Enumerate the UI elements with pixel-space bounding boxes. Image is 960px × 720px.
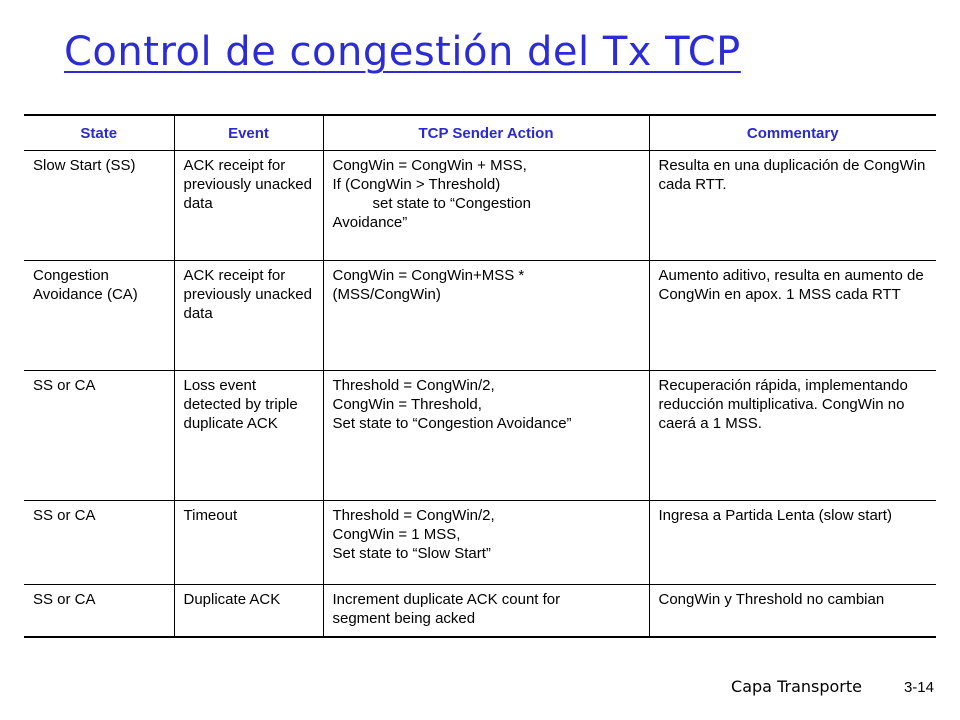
- header-state: State: [24, 115, 174, 151]
- table-header-row: [24, 115, 936, 151]
- page-number: 3-14: [903, 679, 934, 696]
- header-event: Event: [174, 115, 323, 151]
- cell-action: [323, 151, 649, 261]
- action-line: CongWin = CongWin + MSS,: [332, 157, 527, 174]
- cell-commentary: Ingresa a Partida Lenta (slow start): [649, 501, 936, 585]
- cell-commentary: Resulta en una duplicación de CongWin cada RTT.: [649, 151, 936, 261]
- cell-commentary: Aumento aditivo, resulta en aumento de CongWin en apox. 1 MSS cada RTT: [649, 261, 936, 371]
- action-line: Set state to “Congestion Avoidance”: [332, 415, 572, 432]
- cell-event: Timeout: [174, 501, 323, 585]
- table-row: [24, 261, 936, 371]
- header-commentary: Commentary: [649, 115, 936, 151]
- cell-event: ACK receipt for previously unacked data: [174, 261, 323, 371]
- cell-commentary: Recuperación rápida, implementando reducción multiplicativa. CongWin no caerá a 1 MSS.: [649, 371, 936, 501]
- cell-event: ACK receipt for previously unacked data: [174, 151, 323, 261]
- cell-event: Duplicate ACK: [174, 585, 323, 638]
- cell-action: [323, 371, 649, 501]
- cell-commentary: CongWin y Threshold no cambian: [649, 585, 936, 638]
- cell-action: [323, 585, 649, 638]
- cell-state: SS or CA: [24, 585, 174, 638]
- action-line: Increment duplicate ACK count for: [332, 591, 561, 608]
- action-line: Avoidance”: [332, 214, 408, 231]
- action-line: Threshold = CongWin/2,: [332, 377, 495, 394]
- slide-title: Control de congestión del Tx TCP: [64, 29, 741, 75]
- action-line: (MSS/CongWin): [332, 286, 441, 303]
- cell-state: SS or CA: [24, 501, 174, 585]
- action-line: CongWin = Threshold,: [332, 396, 482, 413]
- action-line: set state to “Congestion: [372, 195, 531, 212]
- footer-section-label: Capa Transporte: [731, 677, 862, 696]
- action-line: Threshold = CongWin/2,: [332, 507, 495, 524]
- cell-action: [323, 501, 649, 585]
- cell-state: Slow Start (SS): [24, 151, 174, 261]
- table-row: [24, 585, 936, 638]
- action-line: segment being acked: [332, 610, 476, 627]
- tcp-congestion-table: [24, 114, 936, 638]
- cell-event: Loss event detected by triple duplicate ACK: [174, 371, 323, 501]
- cell-state: Congestion Avoidance (CA): [24, 261, 174, 371]
- cell-state: SS or CA: [24, 371, 174, 501]
- header-tcp-sender-action: TCP Sender Action: [323, 115, 649, 151]
- action-line: Set state to “Slow Start”: [332, 545, 491, 562]
- action-line: If (CongWin > Threshold): [332, 176, 501, 193]
- table-row: [24, 371, 936, 501]
- action-line: CongWin = 1 MSS,: [332, 526, 461, 543]
- action-line: CongWin = CongWin+MSS *: [332, 267, 525, 284]
- table-row: [24, 501, 936, 585]
- table-row: [24, 151, 936, 261]
- cell-action: [323, 261, 649, 371]
